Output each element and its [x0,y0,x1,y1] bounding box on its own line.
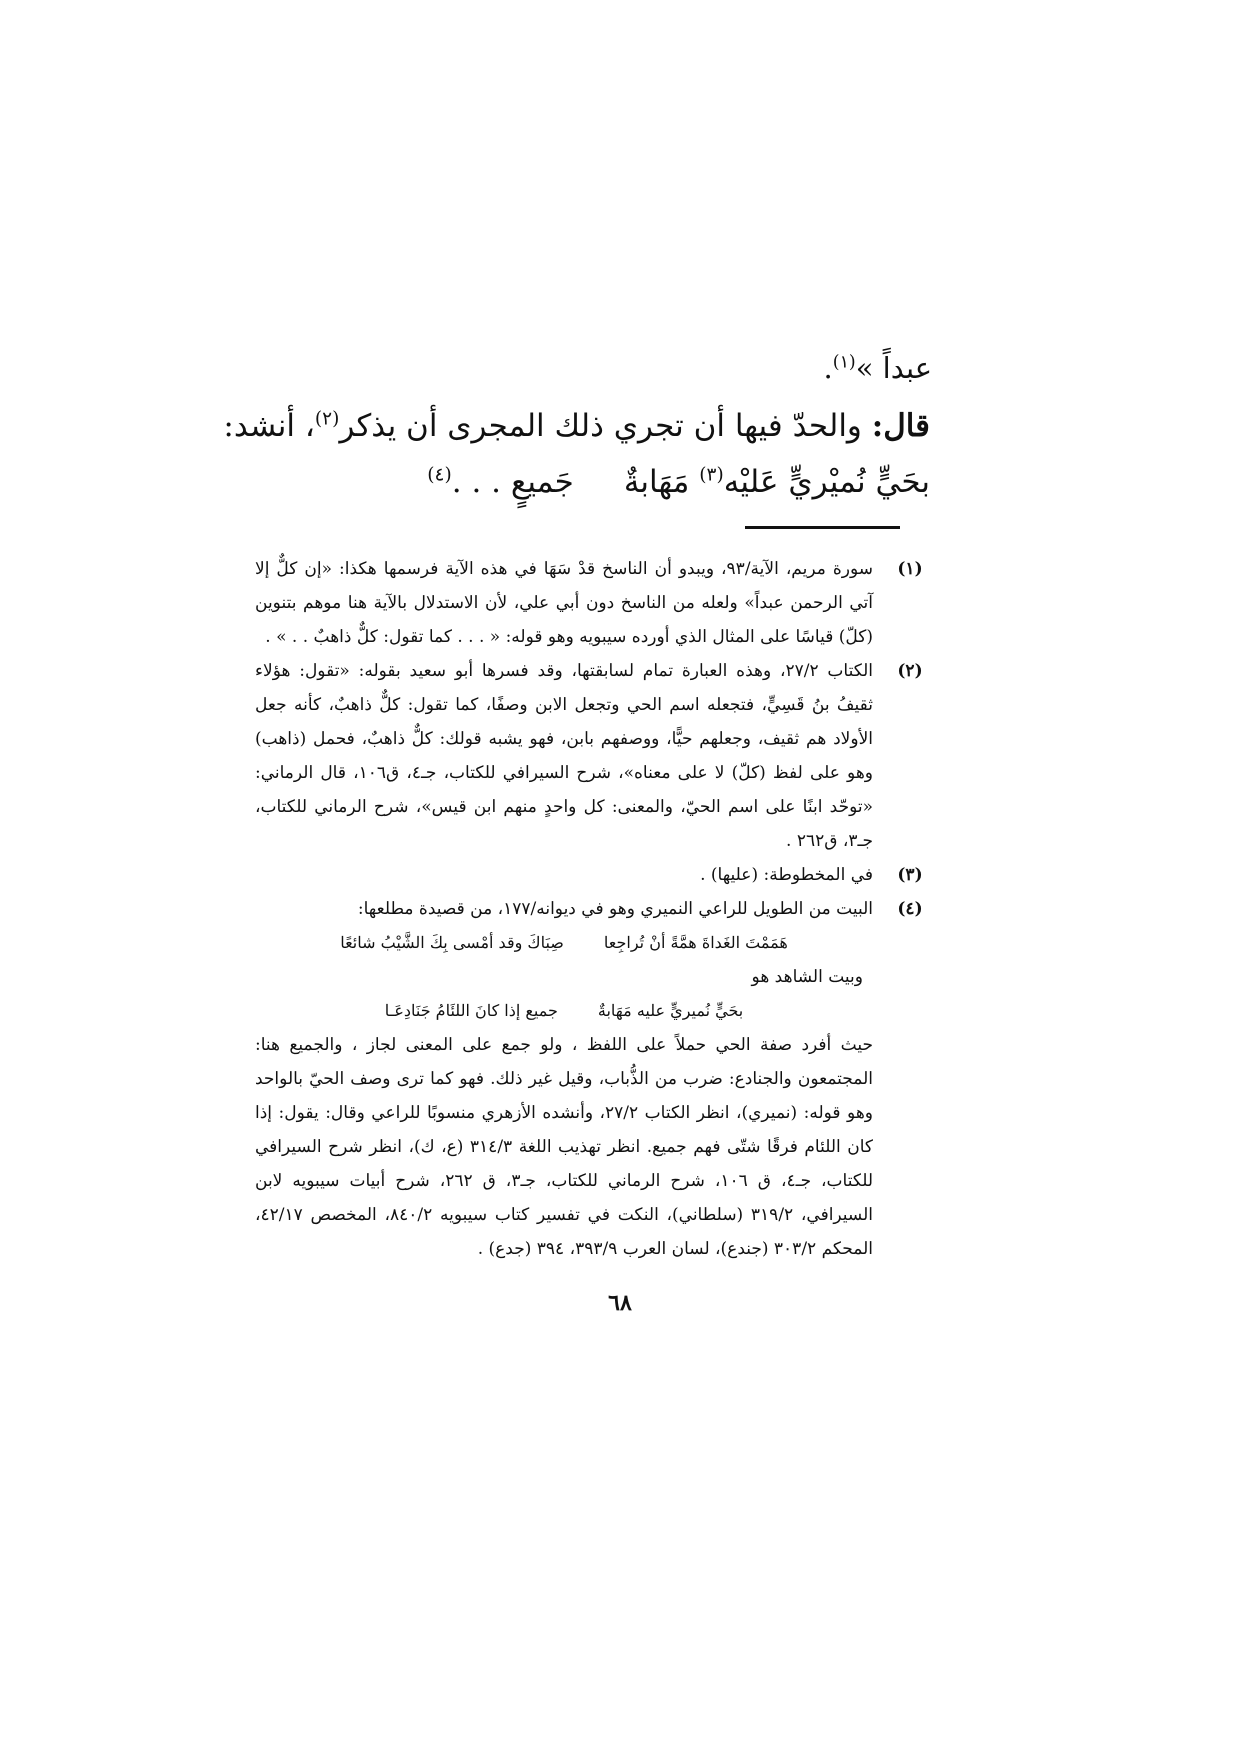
verse-first-hemistich: بحَيٍّ نُميْريٍّ عَليْه$^{(٣)}$ مَهَابةٌ [623,464,930,500]
footnote-text: الكتاب ٢٧/٢، وهذه العبارة تمام لسابقتها، وقد فسرها أبو سعيد بقوله: «تقول: هؤلاء ثقيفُ بنُ قَسِيٍّ، فتجعله اسم الحي وتجعل الابن وصفًا، كما تقول: كلٌّ ذاهبٌ، كأنه جعل الأولاد هم ثقيف، وجعلهم حيًّا، ووصفهم بابن، فهو يشبه قولك: كلٌّ ذاهبٌ، فحمل (ذاهب) وهو على لفظ (كلّ) لا على معناه»، شرح السيرافي للكتاب، جـ٤، ق١٠٦، قال الرماني: «توحّد ابنًا على اسم الحيّ، والمعنى: كل واحدٍ منهم ابن قيس»، شرح الرماني للكتاب، جـ٣، ق٢٦٢ . [255,661,873,851]
footnote-number: (٣) [897,865,923,885]
footnote-number: (١) [897,559,923,579]
footnote-separator [745,526,900,529]
footnote-number: (٢) [897,661,923,681]
footnote-verse-witness: بحَيٍّ نُميريٍّ عليه مَهَابةٌ جميع إذا كانَ اللئَامُ جَنَادِعَـا [384,1001,744,1020]
main-text [223,345,932,505]
footnote-ref-4[interactable]: (٤) [427,464,452,486]
main-line-1: عبداً »$^{(١)}$. [823,351,932,385]
footnote-verse-opening: هَمَمْتَ الغَداةَ همَّةً أنْ تُراجِعا صِبَاكَ وقد أمْسى بِكَ الشَّيْبُ شائعًا [340,933,788,952]
footnote-continuation: حيث أفرد صفة الحي حملاً على اللفظ ، ولو جمع على المعنى لجاز ، والجميع هنا: المجتمعون والجنادع: ضرب من الذُّباب، وقيل غير ذلك. فهو كما ترى وصف الحيّ بالواحد وهو قوله: (نميري)، انظر الكتاب ٢٧/٢، وأنشده الأزهري منسوبًا للراعي وقال: يقول: إذا كان اللئام فرقًا شتّى فهم جميع. انظر تهذيب اللغة ٣١٤/٣ (ع، ك)، انظر شرح السيرافي للكتاب، جـ٤، ق ١٠٦، شرح الرماني للكتاب، جـ٣، ق ٢٦٢، شرح أبيات سيبويه لابن السيرافي، ٣١٩/٢ (سلطاني)، النكت في تفسير كتاب سيبويه ٨٤٠/٢، المخصص ٤٢/١٧، المحكم ٣٠٣/٢ (جندع)، لسان العرب ٣٩٣/٩، ٣٩٤ (جدع) . [255,1035,874,1259]
footnote-text: سورة مريم، الآية/٩٣، ويبدو أن الناسخ قدْ سَهَا في هذه الآية فرسمها هكذا: «إن كلٌّ إلا آتي الرحمن عبداً» ولعله من الناسخ دون أبي علي، لأن الاستدلال بالآية هنا موهم بتنوين (كلّ) قياسًا على المثال الذي أورده سيبويه وهو قوله: « . . . كما تقول: كلٌّ ذاهبٌ . . » . [255,559,873,647]
main-line-2: قال: والحدّ فيها أن تجري ذلك المجرى أن يذكر$^{(٢)}$، أنشد: [223,408,930,444]
footnote-number: (٤) [897,899,923,919]
footnote-text: في المخطوطة: (عليها) . [700,865,873,885]
page-number: ٦٨ [608,1290,632,1316]
footnote-witness-intro: وبيت الشاهد هو [751,967,863,987]
footnotes [255,552,935,1266]
footnote-1 [255,552,935,654]
footnote-2 [255,654,935,858]
footnote-text: البيت من الطويل للراعي النميري وهو في ديوانه/١٧٧، من قصيدة مطلعها: [357,899,873,919]
verse-second-hemistich: جَميعٍ . . .$^{(٤)}$ [427,464,574,500]
footnote-ref-1[interactable]: (١) [832,352,856,373]
qala-keyword: قال: [871,408,930,444]
footnote-ref-3[interactable]: (٣) [699,464,724,486]
footnote-ref-2[interactable]: (٢) [314,408,340,430]
quoted-verse [290,459,930,505]
footnote-4 [255,892,935,1266]
footnote-3 [255,858,935,892]
